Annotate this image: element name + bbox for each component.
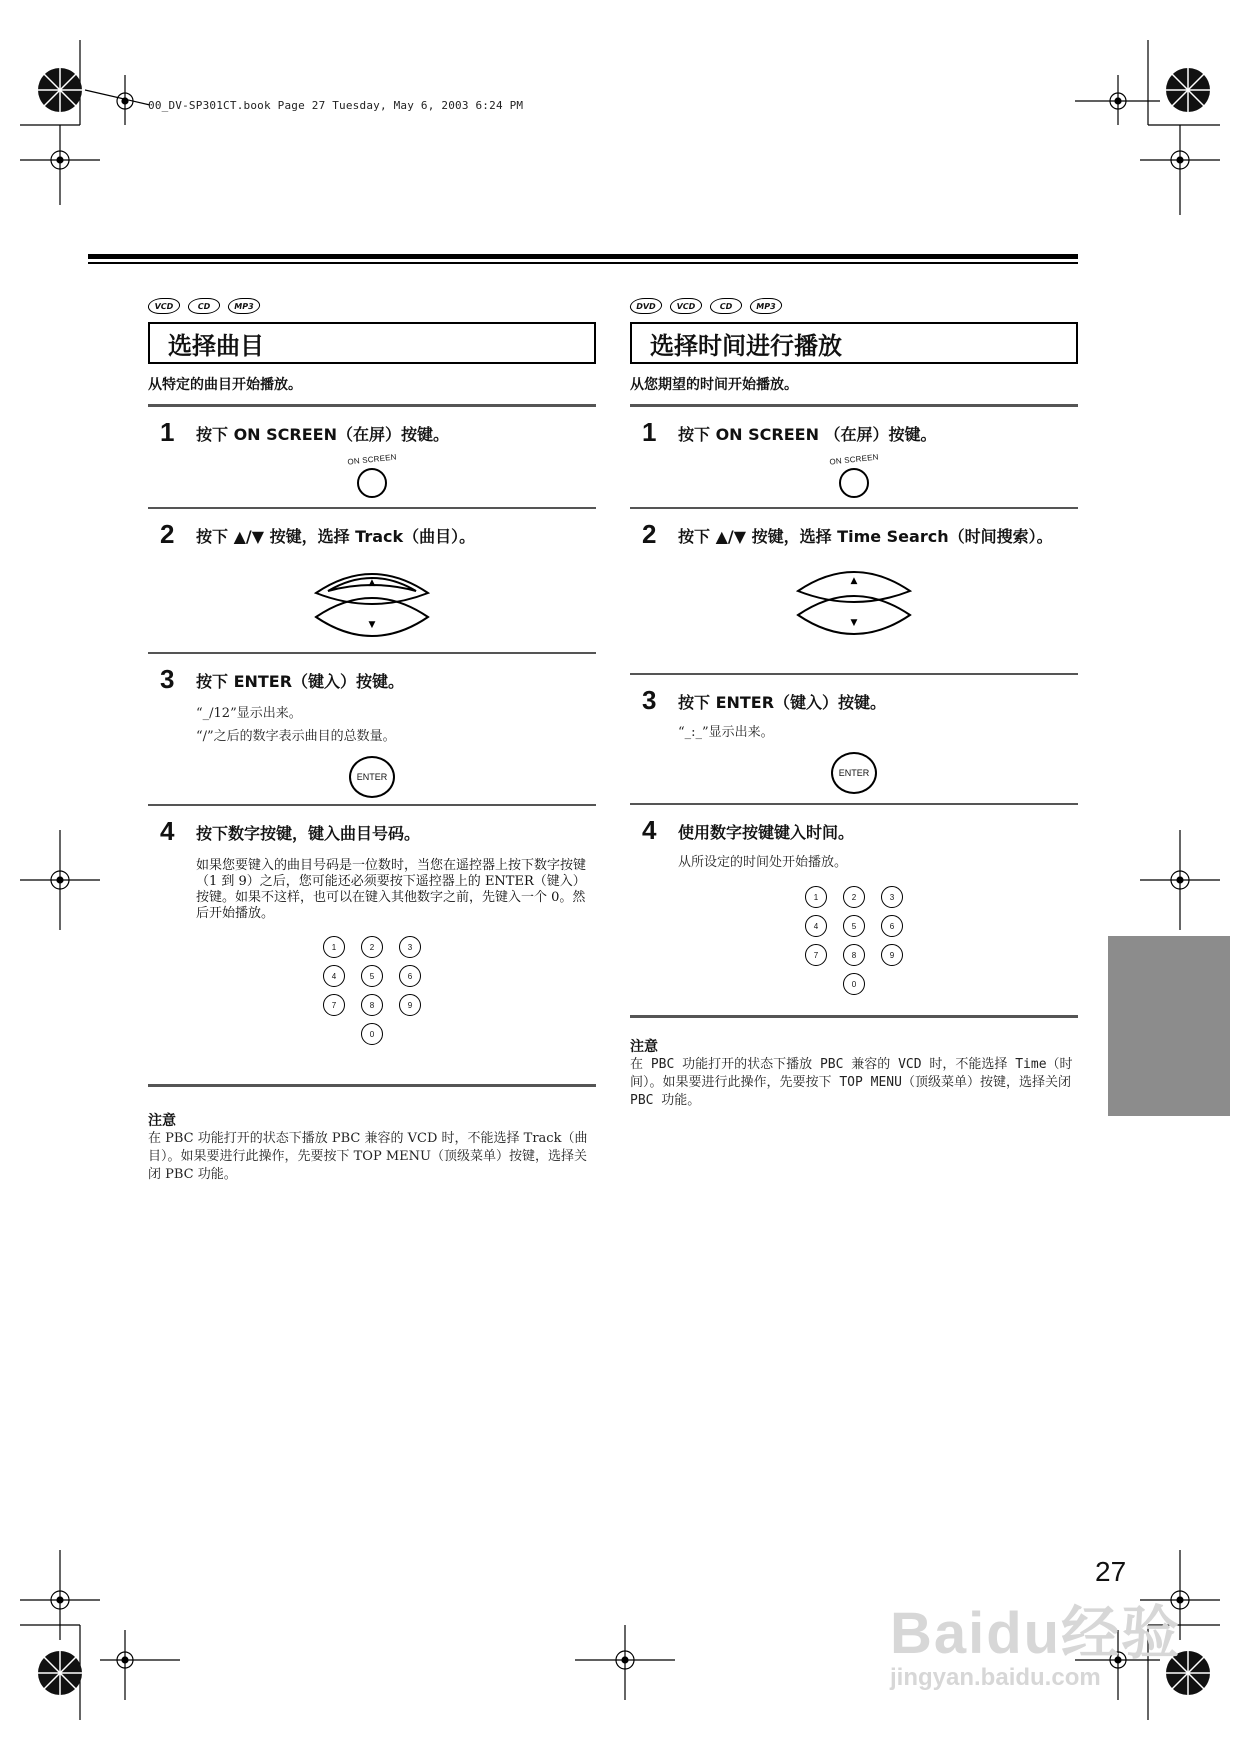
note-title: 注意 [148, 1113, 176, 1129]
key-1-icon: 1 [323, 936, 345, 958]
left-step-3 [148, 652, 596, 804]
right-step-3 [630, 673, 1078, 803]
cd-badge: CD [187, 298, 222, 314]
right-section-title: 选择时间进行播放 [630, 322, 1078, 364]
step-number: 2 [642, 519, 657, 549]
left-disc-badges [148, 296, 596, 316]
step-note: “_:_”显示出来。 [678, 725, 774, 740]
step-body: 如果您要键入的曲目号码是一位数时，当您在遥控器上按下数字按键（1 到 9）之后，您可能还必须要按下遥控器上的 ENTER（键入）按键。如果不这样，也可以在键入其他数字之前，先键入一个 0。然后开始播放。 [196, 858, 587, 921]
key-8-icon: 8 [843, 944, 865, 966]
step-note: 从所设定的时间处开始播放。 [678, 855, 848, 870]
key-6-icon: 6 [399, 965, 421, 987]
key-5-icon: 5 [843, 915, 865, 937]
right-step-1 [630, 404, 1078, 507]
step-text: 按下数字按键，键入曲目号码。 [196, 824, 421, 843]
key-3-icon: 3 [399, 936, 421, 958]
left-section-title: 选择曲目 [148, 322, 596, 364]
step-text: 按下 ▲/▼ 按键，选择 Time Search（时间搜索）。 [678, 527, 1053, 546]
key-4-icon: 4 [805, 915, 827, 937]
up-arrow-icon: ▲ [368, 578, 376, 588]
vcd-badge: VCD [147, 298, 182, 314]
step-number: 1 [642, 417, 657, 447]
key-7-icon: 7 [323, 994, 345, 1016]
number-keypad-icon [148, 936, 596, 1045]
watermark-main: Baidu经验 [890, 1601, 1182, 1666]
chapter-side-tab [1108, 936, 1230, 1116]
left-step-4 [148, 804, 596, 1084]
key-9-icon: 9 [399, 994, 421, 1016]
right-subtitle: 从您期望的时间开始播放。 [630, 377, 798, 393]
right-section [630, 296, 1078, 1018]
right-step-4 [630, 803, 1078, 1015]
step-text: 按下 ON SCREEN（在屏）按键。 [196, 425, 449, 444]
step-number: 4 [160, 816, 175, 846]
right-disc-badges [630, 296, 1078, 316]
note-title: 注意 [630, 1039, 658, 1055]
enter-button-icon: ENTER [349, 756, 395, 798]
key-1-icon: 1 [805, 886, 827, 908]
step-number: 4 [642, 815, 657, 845]
on-screen-caption: ON SCREEN [828, 452, 880, 467]
left-section [148, 296, 596, 1087]
step-number: 1 [160, 417, 175, 447]
step-note: “_/12”显示出来。 [196, 706, 302, 721]
key-7-icon: 7 [805, 944, 827, 966]
right-end-rule [630, 1015, 1078, 1018]
key-2-icon: 2 [361, 936, 383, 958]
vcd-badge: VCD [669, 298, 704, 314]
key-9-icon: 9 [881, 944, 903, 966]
left-subtitle: 从特定的曲目开始播放。 [148, 377, 302, 393]
watermark-url: jingyan.baidu.com [890, 1664, 1101, 1691]
key-4-icon: 4 [323, 965, 345, 987]
step-text: 按下 ON SCREEN （在屏）按键。 [678, 425, 937, 444]
left-note [148, 1112, 594, 1184]
up-down-buttons-icon [630, 553, 1078, 643]
number-keypad-icon [630, 886, 1078, 995]
key-5-icon: 5 [361, 965, 383, 987]
step-number: 2 [160, 519, 175, 549]
key-6-icon: 6 [881, 915, 903, 937]
key-3-icon: 3 [881, 886, 903, 908]
step-text: 按下 ▲/▼ 按键，选择 Track（曲目）。 [196, 527, 476, 546]
down-arrow-icon: ▼ [368, 620, 376, 630]
step-text: 按下 ENTER（键入）按键。 [678, 693, 887, 712]
mp3-badge: MP3 [749, 298, 784, 314]
key-2-icon: 2 [843, 886, 865, 908]
step-number: 3 [642, 685, 657, 715]
up-arrow-icon: ▲ [850, 576, 858, 586]
step-number: 3 [160, 664, 175, 694]
dvd-badge: DVD [629, 298, 664, 314]
step-text: 使用数字按键键入时间。 [678, 823, 855, 842]
page-number: 27 [1095, 1556, 1127, 1587]
on-screen-button-icon [357, 468, 387, 498]
cd-badge: CD [709, 298, 744, 314]
step-text: 按下 ENTER（键入）按键。 [196, 672, 405, 691]
enter-button-icon: ENTER [831, 752, 877, 794]
note-body: 在 PBC 功能打开的状态下播放 PBC 兼容的 VCD 时，不能选择 Time（时间）。如果要进行此操作，先要按下 TOP MENU（顶级菜单）按键，选择关闭 PBC 功能。 [630, 1057, 1073, 1108]
down-arrow-icon: ▼ [850, 618, 858, 628]
on-screen-caption: ON SCREEN [346, 452, 398, 467]
baidu-watermark [890, 1586, 1181, 1692]
key-0-icon: 0 [843, 973, 865, 995]
top-rule-thick [88, 254, 1078, 259]
step-note: “/”之后的数字表示曲目的总数量。 [196, 729, 396, 744]
right-step-2 [630, 507, 1078, 673]
left-step-2 [148, 507, 596, 652]
right-note [630, 1038, 1078, 1110]
left-end-rule [148, 1084, 596, 1087]
key-0-icon: 0 [361, 1023, 383, 1045]
on-screen-button-icon [839, 468, 869, 498]
left-step-1 [148, 404, 596, 507]
top-rule-thin [88, 262, 1078, 264]
mp3-badge: MP3 [227, 298, 262, 314]
note-body: 在 PBC 功能打开的状态下播放 PBC 兼容的 VCD 时，不能选择 Track（曲目）。如果要进行此操作，先要按下 TOP MENU（顶级菜单）按键，选择关闭 PBC 功能。 [148, 1131, 588, 1182]
up-down-buttons-icon [148, 555, 596, 645]
book-header: 00_DV-SP301CT.book Page 27 Tuesday, May 6, 2003 6:24 PM [148, 99, 524, 112]
key-8-icon: 8 [361, 994, 383, 1016]
